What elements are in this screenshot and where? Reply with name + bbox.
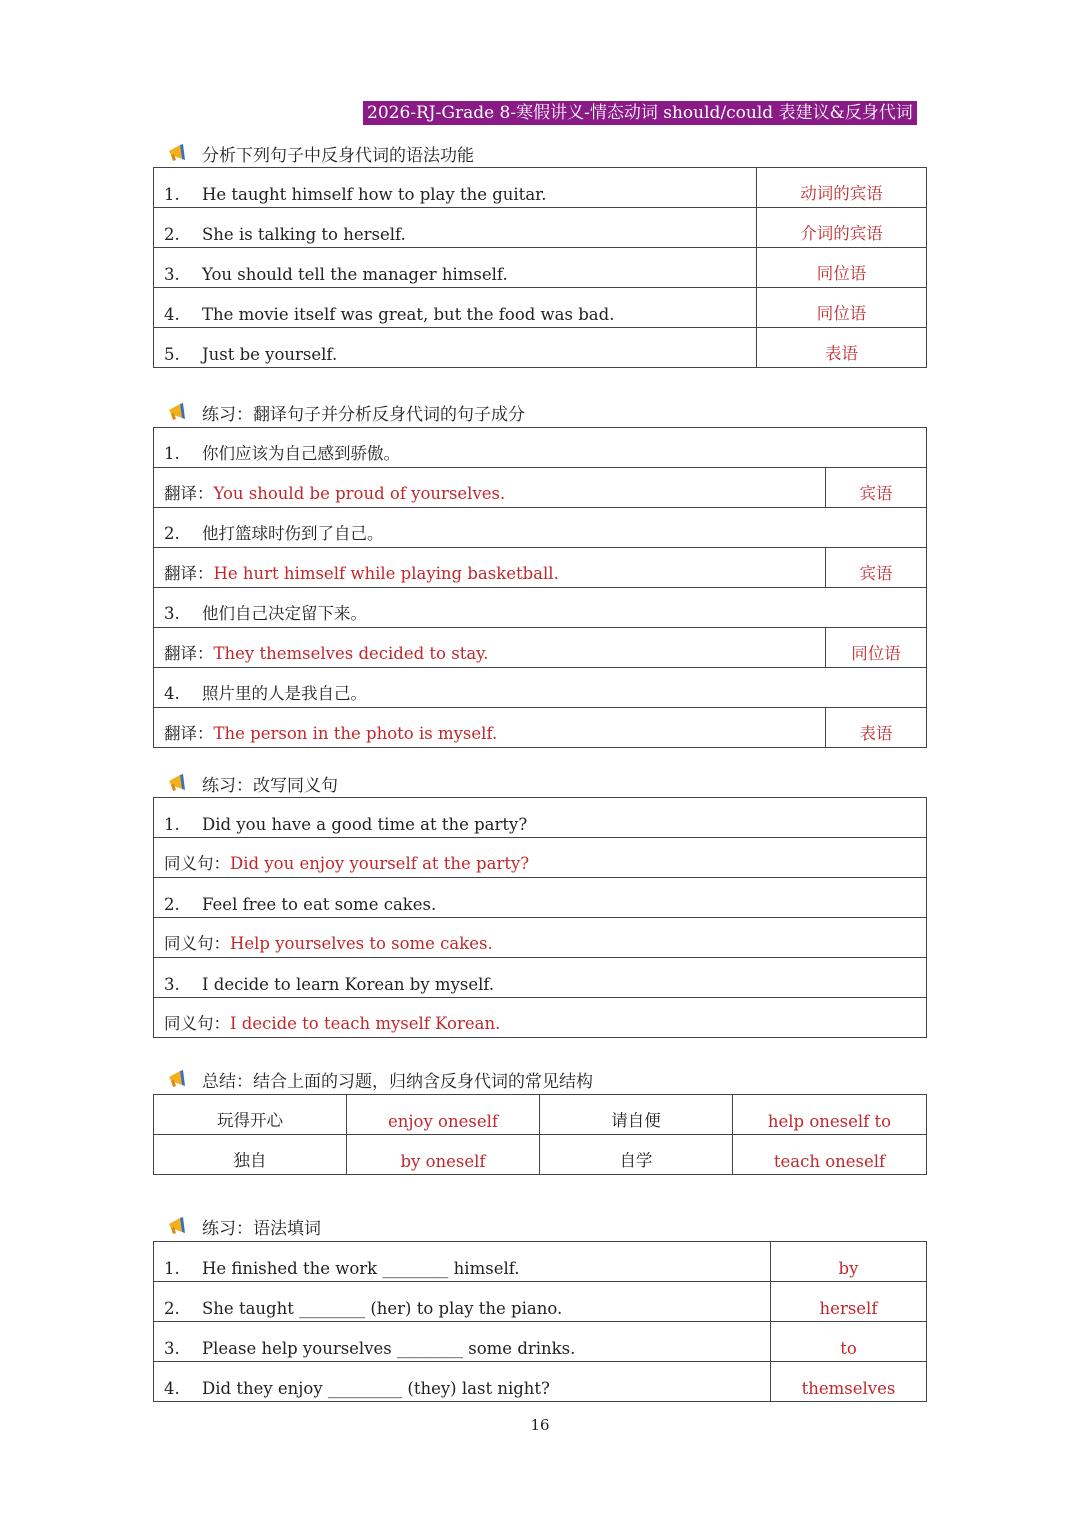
sentence: He finished the work ________ himself. bbox=[202, 1259, 520, 1278]
translation: They themselves decided to stay. bbox=[213, 644, 489, 663]
section2-title-text: 练习：翻译句子并分析反身代词的句子成分 bbox=[202, 404, 525, 425]
synonym-label: 同义句： bbox=[164, 1014, 230, 1033]
question: Did you have a good time at the party? bbox=[202, 815, 528, 834]
section1-title bbox=[166, 138, 474, 168]
sentence: You should tell the manager himself. bbox=[202, 265, 508, 284]
sentence-cell bbox=[154, 1282, 771, 1322]
megaphone-icon bbox=[166, 1214, 190, 1238]
sentence: He taught himself how to play the guitar. bbox=[202, 185, 547, 204]
table-row bbox=[154, 668, 927, 708]
translation-cell bbox=[154, 708, 826, 748]
translation-label: 翻译： bbox=[164, 644, 214, 663]
answer-cell: 表语 bbox=[826, 708, 927, 748]
question: 他们自己决定留下来。 bbox=[202, 604, 367, 623]
section2-table bbox=[153, 427, 927, 748]
row-number: 4. bbox=[164, 1379, 180, 1398]
answer-cell: to bbox=[771, 1322, 927, 1362]
sentence-cell bbox=[154, 328, 757, 368]
translation-label: 翻译： bbox=[164, 564, 214, 583]
meaning-cell: 请自便 bbox=[540, 1095, 733, 1135]
question: 你们应该为自己感到骄傲。 bbox=[202, 444, 400, 463]
table-row bbox=[154, 878, 927, 918]
table-row bbox=[154, 1322, 927, 1362]
row-number: 1. bbox=[164, 444, 180, 463]
sentence: The movie itself was great, but the food was bad. bbox=[202, 305, 615, 324]
table-row bbox=[154, 168, 927, 208]
structure-cell: enjoy oneself bbox=[347, 1095, 540, 1135]
question: 他打篮球时伤到了自己。 bbox=[202, 524, 384, 543]
table-row bbox=[154, 998, 927, 1038]
row-number: 3. bbox=[164, 604, 180, 623]
section2-title bbox=[166, 397, 525, 427]
table-row bbox=[154, 1282, 927, 1322]
section3-title-text: 练习：改写同义句 bbox=[202, 775, 338, 796]
question: 照片里的人是我自己。 bbox=[202, 684, 367, 703]
answer-cell: by bbox=[771, 1242, 927, 1282]
table-row bbox=[154, 548, 927, 588]
row-number: 1. bbox=[164, 1259, 180, 1278]
table-row bbox=[154, 708, 927, 748]
row-number: 2. bbox=[164, 1299, 180, 1318]
answer-cell: 同位语 bbox=[826, 628, 927, 668]
table-row bbox=[154, 208, 927, 248]
section3-title bbox=[166, 768, 338, 798]
table-row bbox=[154, 428, 927, 468]
megaphone-icon bbox=[166, 400, 190, 424]
table-row bbox=[154, 1362, 927, 1402]
meaning-cell: 独自 bbox=[154, 1135, 347, 1175]
section4-title bbox=[166, 1064, 593, 1094]
answer-cell: 宾语 bbox=[826, 548, 927, 588]
row-number: 1. bbox=[164, 185, 180, 204]
translation-label: 翻译： bbox=[164, 484, 214, 503]
row-number: 2. bbox=[164, 524, 180, 543]
synonym-label: 同义句： bbox=[164, 854, 230, 873]
sentence-cell bbox=[154, 1242, 771, 1282]
sentence-cell bbox=[154, 208, 757, 248]
translation-label: 翻译： bbox=[164, 724, 214, 743]
table-row bbox=[154, 1095, 927, 1135]
row-number: 5. bbox=[164, 345, 180, 364]
answer-cell bbox=[154, 838, 927, 878]
table-row bbox=[154, 918, 927, 958]
translation-cell bbox=[154, 548, 826, 588]
meaning-cell: 玩得开心 bbox=[154, 1095, 347, 1135]
header-banner: 2026-RJ-Grade 8-寒假讲义-情态动词 should/could 表建议&反身代词 bbox=[363, 101, 917, 125]
row-number: 2. bbox=[164, 895, 180, 914]
translation: You should be proud of yourselves. bbox=[213, 484, 506, 503]
row-number: 1. bbox=[164, 815, 180, 834]
sentence-cell bbox=[154, 1362, 771, 1402]
table-row bbox=[154, 1242, 927, 1282]
section5-title bbox=[166, 1211, 321, 1241]
sentence-cell bbox=[154, 288, 757, 328]
sentence: She is talking to herself. bbox=[202, 225, 406, 244]
question: Feel free to eat some cakes. bbox=[202, 895, 437, 914]
question-cell bbox=[154, 798, 927, 838]
synonym-label: 同义句： bbox=[164, 934, 230, 953]
table-row bbox=[154, 328, 927, 368]
question: I decide to learn Korean by myself. bbox=[202, 975, 495, 994]
answer-cell: 表语 bbox=[757, 328, 927, 368]
sentence-cell bbox=[154, 1322, 771, 1362]
structure-cell: help oneself to bbox=[733, 1095, 927, 1135]
answer-cell: 同位语 bbox=[757, 248, 927, 288]
table-row bbox=[154, 838, 927, 878]
section1-title-text: 分析下列句子中反身代词的语法功能 bbox=[202, 145, 474, 166]
row-number: 4. bbox=[164, 684, 180, 703]
answer-cell: themselves bbox=[771, 1362, 927, 1402]
page-number: 16 bbox=[530, 1416, 550, 1434]
synonym-answer: I decide to teach myself Korean. bbox=[230, 1014, 501, 1033]
question-cell bbox=[154, 428, 927, 468]
sentence-cell bbox=[154, 168, 757, 208]
sentence: Did they enjoy _________ (they) last night? bbox=[202, 1379, 550, 1398]
table-row bbox=[154, 958, 927, 998]
megaphone-icon bbox=[166, 141, 190, 165]
meaning-cell: 自学 bbox=[540, 1135, 733, 1175]
synonym-answer: Did you enjoy yourself at the party? bbox=[230, 854, 530, 873]
table-row bbox=[154, 1135, 927, 1175]
section1-table bbox=[153, 167, 927, 368]
section4-title-text: 总结：结合上面的习题，归纳含反身代词的常见结构 bbox=[202, 1071, 593, 1092]
table-row bbox=[154, 288, 927, 328]
answer-cell: 动词的宾语 bbox=[757, 168, 927, 208]
table-row bbox=[154, 248, 927, 288]
section5-table bbox=[153, 1241, 927, 1402]
structure-cell: teach oneself bbox=[733, 1135, 927, 1175]
answer-cell: 同位语 bbox=[757, 288, 927, 328]
sentence: Just be yourself. bbox=[202, 345, 338, 364]
structure-cell: by oneself bbox=[347, 1135, 540, 1175]
table-row bbox=[154, 508, 927, 548]
table-row bbox=[154, 798, 927, 838]
synonym-answer: Help yourselves to some cakes. bbox=[230, 934, 493, 953]
row-number: 3. bbox=[164, 1339, 180, 1358]
table-row bbox=[154, 628, 927, 668]
sentence-cell bbox=[154, 248, 757, 288]
answer-cell bbox=[154, 918, 927, 958]
row-number: 4. bbox=[164, 305, 180, 324]
question-cell bbox=[154, 588, 927, 628]
megaphone-icon bbox=[166, 1067, 190, 1091]
question-cell bbox=[154, 508, 927, 548]
answer-cell: 介词的宾语 bbox=[757, 208, 927, 248]
question-cell bbox=[154, 878, 927, 918]
answer-cell: herself bbox=[771, 1282, 927, 1322]
translation-cell bbox=[154, 468, 826, 508]
answer-cell bbox=[154, 998, 927, 1038]
answer-cell: 宾语 bbox=[826, 468, 927, 508]
question-cell bbox=[154, 668, 927, 708]
question-cell bbox=[154, 958, 927, 998]
row-number: 3. bbox=[164, 265, 180, 284]
sentence: Please help yourselves ________ some drinks. bbox=[202, 1339, 576, 1358]
row-number: 3. bbox=[164, 975, 180, 994]
table-row bbox=[154, 588, 927, 628]
sentence: She taught ________ (her) to play the piano. bbox=[202, 1299, 563, 1318]
translation-cell bbox=[154, 628, 826, 668]
table-row bbox=[154, 468, 927, 508]
megaphone-icon bbox=[166, 771, 190, 795]
translation: He hurt himself while playing basketball. bbox=[213, 564, 559, 583]
section4-table bbox=[153, 1094, 927, 1175]
row-number: 2. bbox=[164, 225, 180, 244]
section5-title-text: 练习：语法填词 bbox=[202, 1218, 321, 1239]
section3-table bbox=[153, 797, 927, 1038]
translation: The person in the photo is myself. bbox=[213, 724, 498, 743]
